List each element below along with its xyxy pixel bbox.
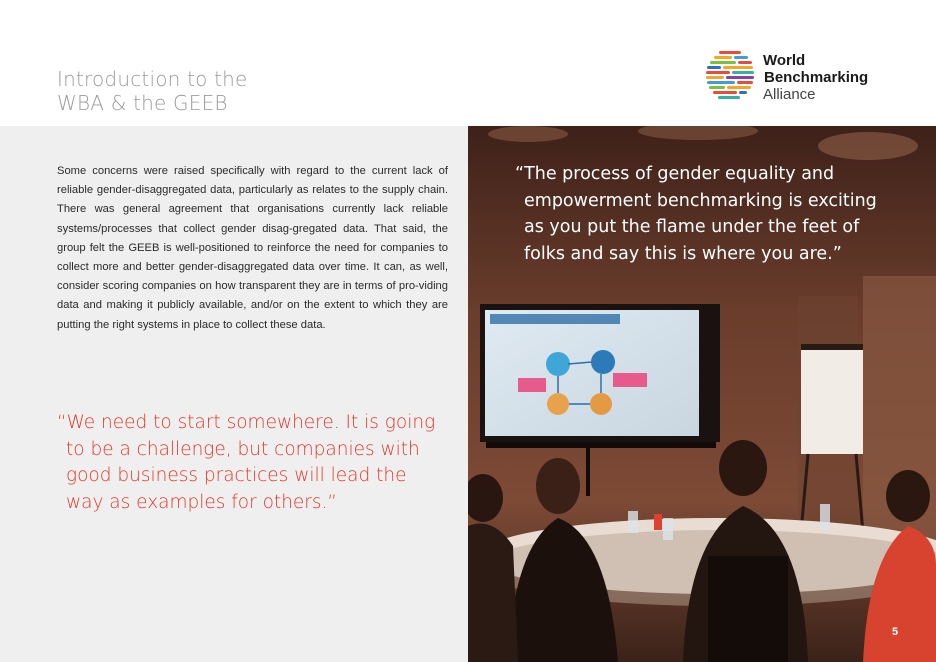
page-title-line-1: Introduction to the bbox=[57, 67, 248, 91]
quote-right-line: as you put the flame under the feet of bbox=[524, 217, 860, 237]
quote-right-line: empowerment benchmarking is exciting bbox=[524, 190, 877, 211]
wba-logo bbox=[705, 50, 905, 106]
left-text-panel bbox=[0, 126, 468, 662]
logo-line-world: World bbox=[763, 52, 806, 69]
quote-right-line: “The process of gender equality and bbox=[515, 164, 835, 184]
quote-left-line: good business practices will lead the bbox=[66, 465, 407, 486]
page-number: 5 bbox=[892, 626, 899, 638]
page-title-line-2: WBA & the GEEB bbox=[57, 91, 228, 115]
quote-left-line: way as examples for others.” bbox=[66, 491, 338, 513]
pull-quote-right bbox=[515, 161, 915, 267]
quote-right-line: folks and say this is where you are.” bbox=[524, 243, 842, 264]
logo-line-alliance: Alliance bbox=[763, 86, 816, 103]
quote-left-line: “We need to start somewhere. It is going bbox=[57, 412, 436, 433]
page-header bbox=[0, 0, 936, 126]
page-title bbox=[57, 67, 248, 115]
body-paragraph: Some concerns were raised specifically with regard to the current lack of reliable gender-disaggregated data, particularly as relates to the supply chain. There was general agreement that organisations currently lack reliable systems/processes that collect gender disag-gregated data. That said, the group felt the GEEB is well-positioned to reinforce the need for companies to collect more and better gender-disaggregated data over time. It can, as well, consider scoring companies on how transparent they are in terms of pro-viding data and making it publicly available, and/or on the extent to which they are putting the right systems in place to collect these data. bbox=[57, 165, 448, 331]
wba-logo-mark-icon bbox=[705, 50, 757, 104]
pull-quote-left bbox=[57, 410, 452, 516]
logo-line-benchmarking: Benchmarking bbox=[764, 69, 869, 86]
wba-logo-text bbox=[763, 52, 868, 103]
quote-left-line: to be a challenge, but companies with bbox=[66, 438, 420, 460]
